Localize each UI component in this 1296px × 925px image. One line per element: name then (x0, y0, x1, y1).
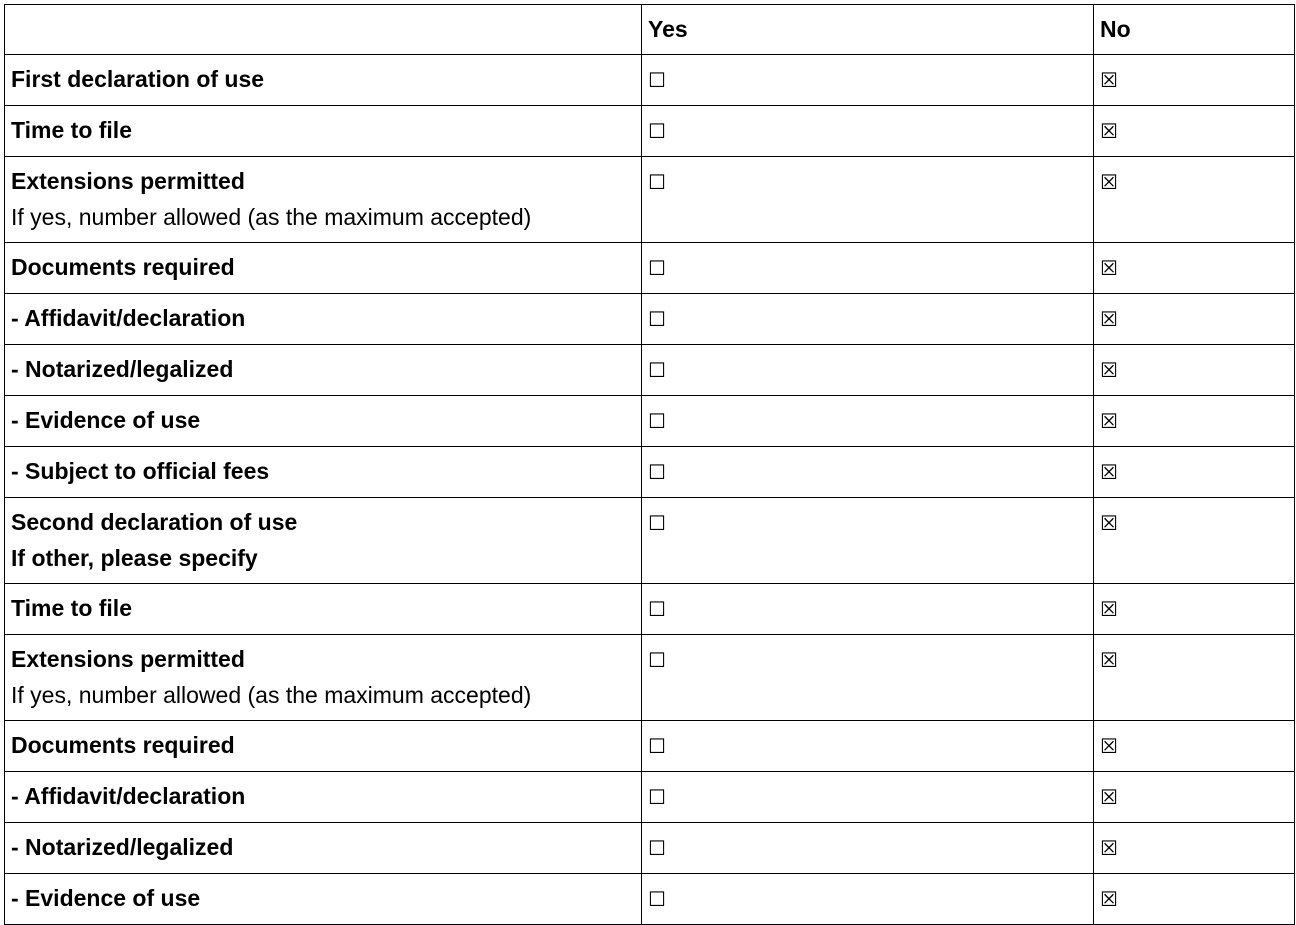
yes-cell (642, 721, 1094, 772)
yes-checkbox-unchecked[interactable]: ☐ (648, 307, 666, 331)
no-cell (1094, 874, 1295, 925)
yes-checkbox-unchecked[interactable]: ☐ (648, 785, 666, 809)
yes-cell (642, 874, 1094, 925)
row-label-cell (5, 874, 642, 925)
yes-checkbox-unchecked[interactable]: ☐ (648, 887, 666, 911)
no-checkbox-checked[interactable]: ☒ (1100, 170, 1118, 194)
no-cell (1094, 294, 1295, 345)
no-checkbox-checked[interactable]: ☒ (1100, 648, 1118, 672)
no-cell (1094, 584, 1295, 635)
table-row (5, 447, 1295, 498)
header-yes: Yes (642, 5, 1094, 55)
no-checkbox-checked[interactable]: ☒ (1100, 734, 1118, 758)
yes-cell (642, 772, 1094, 823)
yes-cell (642, 635, 1094, 721)
no-cell (1094, 447, 1295, 498)
row-label: Time to file (11, 595, 132, 621)
yes-checkbox-unchecked[interactable]: ☐ (648, 170, 666, 194)
yes-cell (642, 345, 1094, 396)
table-row (5, 243, 1295, 294)
table-row (5, 772, 1295, 823)
yes-cell (642, 447, 1094, 498)
yes-checkbox-unchecked[interactable]: ☐ (648, 511, 666, 535)
row-label: - Affidavit/declaration (11, 783, 246, 809)
yes-cell (642, 157, 1094, 243)
row-label-cell (5, 498, 642, 584)
table-row (5, 498, 1295, 584)
no-cell (1094, 635, 1295, 721)
no-checkbox-checked[interactable]: ☒ (1100, 307, 1118, 331)
row-label-cell (5, 55, 642, 106)
row-label: - Evidence of use (11, 407, 201, 433)
table-row (5, 823, 1295, 874)
table-body (5, 5, 1295, 925)
table-row (5, 345, 1295, 396)
row-sublabel: If other, please specify (11, 545, 258, 571)
table-row (5, 55, 1295, 106)
yes-cell (642, 396, 1094, 447)
row-label-cell (5, 294, 642, 345)
no-checkbox-checked[interactable]: ☒ (1100, 409, 1118, 433)
yes-checkbox-unchecked[interactable]: ☐ (648, 648, 666, 672)
yes-cell (642, 106, 1094, 157)
row-label-cell (5, 345, 642, 396)
yes-cell (642, 823, 1094, 874)
table-row (5, 721, 1295, 772)
header-label-cell (5, 5, 642, 55)
table-row (5, 874, 1295, 925)
row-label: - Evidence of use (11, 885, 201, 911)
row-label: First declaration of use (11, 66, 265, 92)
row-label-cell (5, 243, 642, 294)
no-checkbox-checked[interactable]: ☒ (1100, 460, 1118, 484)
row-label-cell (5, 721, 642, 772)
no-checkbox-checked[interactable]: ☒ (1100, 511, 1118, 535)
yes-checkbox-unchecked[interactable]: ☐ (648, 68, 666, 92)
row-label-cell (5, 584, 642, 635)
table-row (5, 294, 1295, 345)
no-checkbox-checked[interactable]: ☒ (1100, 68, 1118, 92)
yes-cell (642, 243, 1094, 294)
yes-checkbox-unchecked[interactable]: ☐ (648, 734, 666, 758)
row-label: Extensions permitted (11, 168, 245, 194)
yes-cell (642, 294, 1094, 345)
no-cell (1094, 55, 1295, 106)
row-sublabel: If yes, number allowed (as the maximum accepted) (11, 204, 532, 230)
row-label-cell (5, 157, 642, 243)
row-label: - Subject to official fees (11, 458, 270, 484)
row-label: Time to file (11, 117, 132, 143)
no-cell (1094, 243, 1295, 294)
no-checkbox-checked[interactable]: ☒ (1100, 256, 1118, 280)
yes-checkbox-unchecked[interactable]: ☐ (648, 460, 666, 484)
table-row (5, 584, 1295, 635)
no-checkbox-checked[interactable]: ☒ (1100, 358, 1118, 382)
no-cell (1094, 106, 1295, 157)
no-cell (1094, 823, 1295, 874)
declaration-form-table (4, 4, 1295, 925)
no-checkbox-checked[interactable]: ☒ (1100, 119, 1118, 143)
yes-checkbox-unchecked[interactable]: ☐ (648, 409, 666, 433)
table-row (5, 635, 1295, 721)
yes-checkbox-unchecked[interactable]: ☐ (648, 256, 666, 280)
no-cell (1094, 772, 1295, 823)
table-row (5, 157, 1295, 243)
header-no: No (1094, 5, 1295, 55)
row-label-cell (5, 635, 642, 721)
row-label-cell (5, 447, 642, 498)
yes-checkbox-unchecked[interactable]: ☐ (648, 358, 666, 382)
row-label: Second declaration of use (11, 509, 298, 535)
row-label: Documents required (11, 254, 235, 280)
header-row (5, 5, 1295, 55)
no-cell (1094, 345, 1295, 396)
table-row (5, 396, 1295, 447)
yes-cell (642, 584, 1094, 635)
yes-cell (642, 498, 1094, 584)
row-label-cell (5, 396, 642, 447)
yes-checkbox-unchecked[interactable]: ☐ (648, 597, 666, 621)
no-checkbox-checked[interactable]: ☒ (1100, 887, 1118, 911)
row-label: Documents required (11, 732, 235, 758)
row-label: - Notarized/legalized (11, 834, 234, 860)
row-label-cell (5, 823, 642, 874)
no-checkbox-checked[interactable]: ☒ (1100, 785, 1118, 809)
yes-checkbox-unchecked[interactable]: ☐ (648, 119, 666, 143)
no-checkbox-checked[interactable]: ☒ (1100, 836, 1118, 860)
no-cell (1094, 498, 1295, 584)
row-sublabel: If yes, number allowed (as the maximum accepted) (11, 682, 532, 708)
row-label: Extensions permitted (11, 646, 245, 672)
row-label-cell (5, 772, 642, 823)
no-checkbox-checked[interactable]: ☒ (1100, 597, 1118, 621)
row-label: - Notarized/legalized (11, 356, 234, 382)
table-row (5, 106, 1295, 157)
row-label-cell (5, 106, 642, 157)
yes-cell (642, 55, 1094, 106)
no-cell (1094, 396, 1295, 447)
row-label: - Affidavit/declaration (11, 305, 246, 331)
yes-checkbox-unchecked[interactable]: ☐ (648, 836, 666, 860)
no-cell (1094, 721, 1295, 772)
no-cell (1094, 157, 1295, 243)
